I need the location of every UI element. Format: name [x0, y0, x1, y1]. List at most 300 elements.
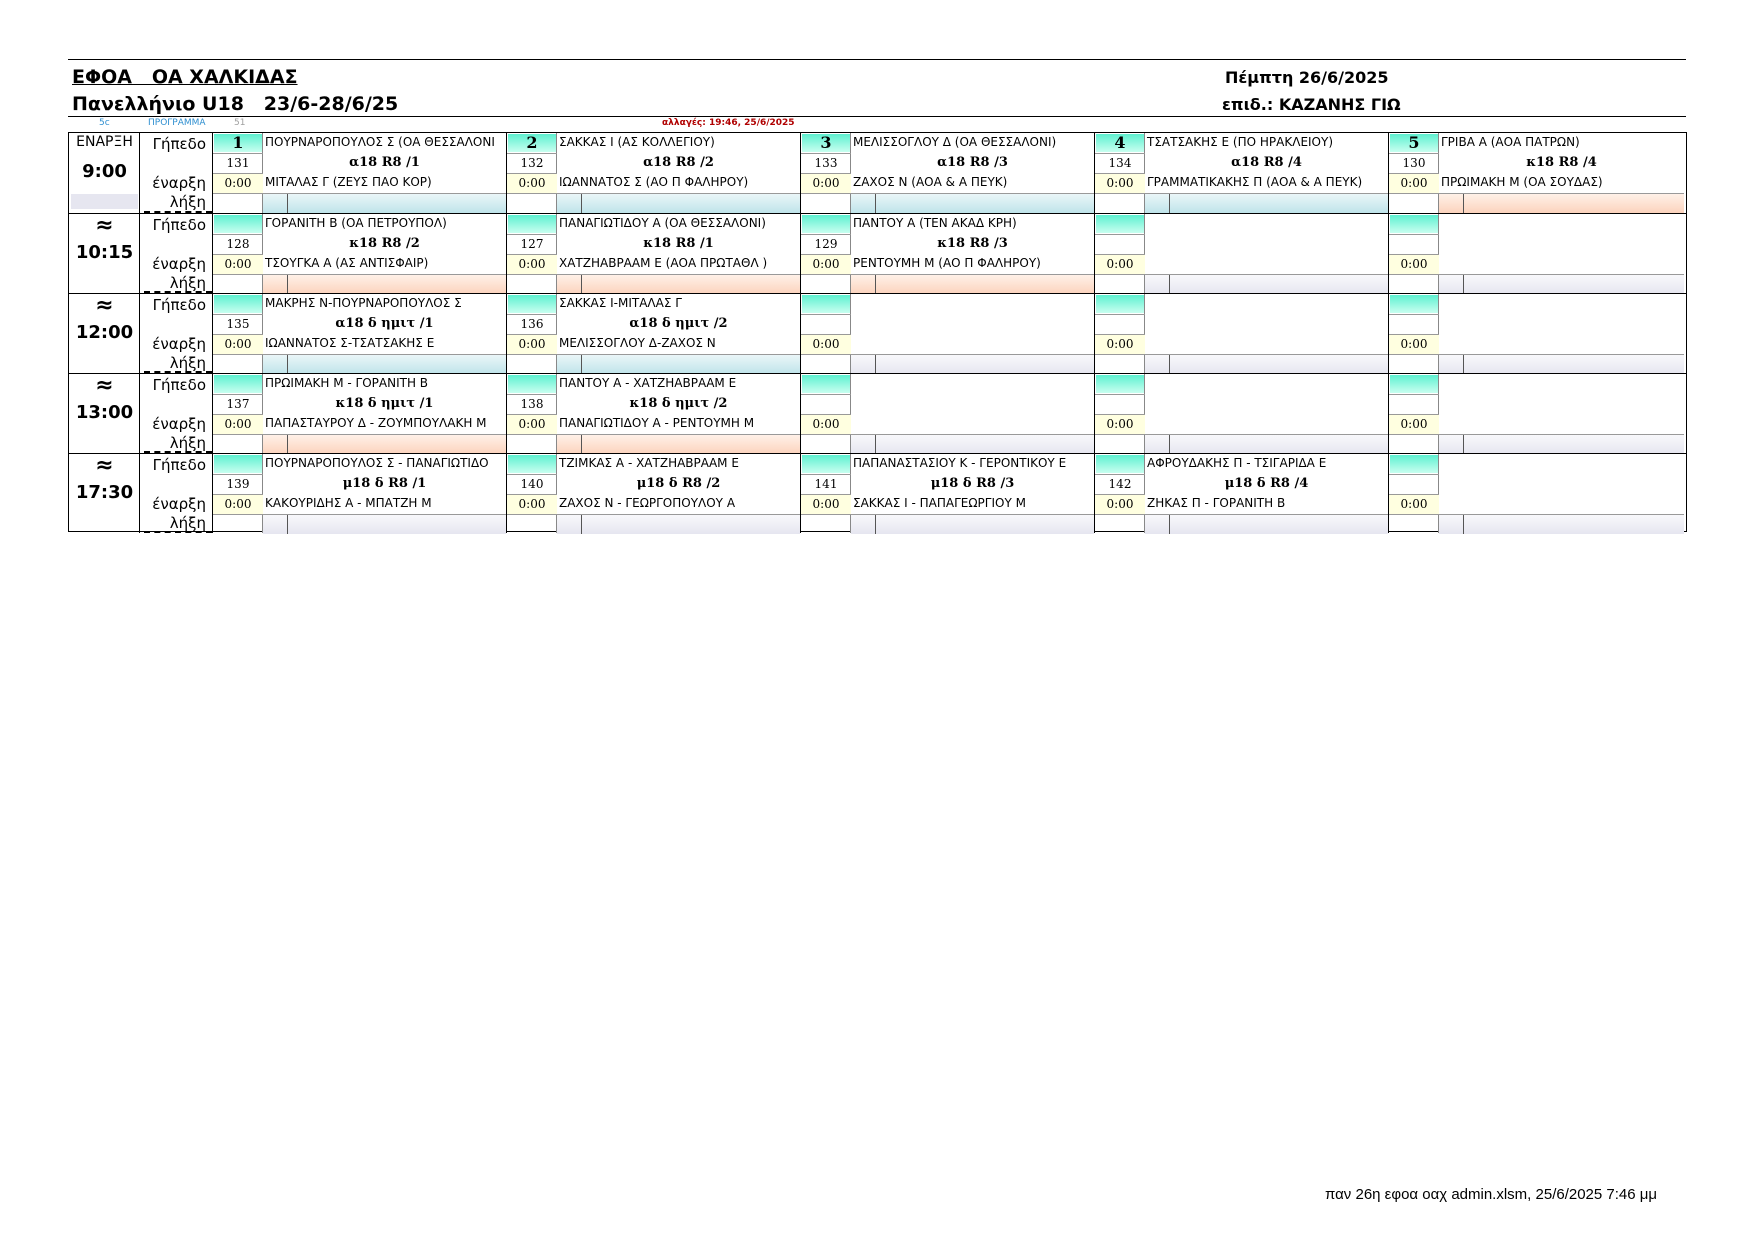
player-one: ΤΣΑΤΣΑΚΗΣ Ε (ΠΟ ΗΡΑΚΛΕΙΟΥ)	[1147, 135, 1334, 149]
end-time[interactable]	[1389, 193, 1439, 213]
start-time[interactable]: 0:00	[1095, 414, 1145, 434]
score-divider	[581, 435, 582, 454]
score-divider	[1169, 275, 1170, 294]
start-time[interactable]: 0:00	[213, 254, 263, 274]
player-one: ΑΦΡΟΥΔΑΚΗΣ Π - ΤΣΙΓΑΡΙΔΑ Ε	[1147, 456, 1327, 470]
start-time[interactable]: 0:00	[213, 494, 263, 514]
score-bar[interactable]	[851, 434, 1094, 454]
match-id: 131	[213, 153, 263, 173]
start-time[interactable]: 0:00	[1095, 173, 1145, 193]
start-time[interactable]: 0:00	[1389, 254, 1439, 274]
start-time[interactable]: 0:00	[213, 334, 263, 354]
match-number-column	[213, 454, 263, 533]
match-details	[263, 454, 506, 533]
player-two: ΤΣΟΥΓΚΑ Α (ΑΣ ΑΝΤΙΣΦΑΙΡ)	[265, 256, 429, 270]
match-cell	[1095, 214, 1389, 293]
start-time[interactable]: 0:00	[801, 414, 851, 434]
score-bar[interactable]	[263, 434, 506, 454]
start-time[interactable]: 0:00	[1389, 494, 1439, 514]
end-label: λήξη	[169, 354, 206, 372]
time-cell	[69, 294, 140, 373]
match-details	[557, 294, 800, 373]
match-id: 138	[507, 394, 557, 414]
score-bar[interactable]	[1145, 434, 1388, 454]
score-divider	[1463, 435, 1464, 454]
match-cell	[1095, 374, 1389, 453]
player-two: ΠΡΩΙΜΑΚΗ Μ (ΟΑ ΣΟΥΔΑΣ)	[1441, 175, 1603, 189]
start-time[interactable]: 0:00	[1389, 334, 1439, 354]
player-one: ΣΑΚΚΑΣ Ι (ΑΣ ΚΟΛΛΕΓΙΟΥ)	[559, 135, 715, 149]
score-divider	[875, 355, 876, 374]
code-5c: 5c	[99, 118, 110, 128]
end-time[interactable]	[507, 274, 557, 294]
end-label: λήξη	[169, 514, 206, 532]
match-category: κ18 δ ημιτ /2	[629, 396, 728, 411]
score-bar[interactable]	[557, 274, 800, 294]
match-details	[557, 133, 800, 213]
end-time[interactable]	[801, 274, 851, 294]
match-details	[851, 214, 1094, 293]
score-bar[interactable]	[1145, 193, 1388, 213]
player-one: ΠΑΠΑΝΑΣΤΑΣΙΟΥ Κ - ΓΕΡΟΝΤΙΚΟΥ Ε	[853, 456, 1067, 470]
score-divider	[581, 515, 582, 534]
end-time[interactable]	[507, 354, 557, 374]
score-divider	[1463, 275, 1464, 294]
approx-symbol: ≈	[95, 373, 114, 398]
match-cell	[213, 294, 507, 373]
start-time[interactable]: 0:00	[801, 254, 851, 274]
start-time[interactable]: 0:00	[1095, 334, 1145, 354]
end-time[interactable]	[801, 193, 851, 213]
approx-symbol: ≈	[95, 453, 114, 478]
start-time[interactable]: 0:00	[1095, 254, 1145, 274]
match-cell	[1389, 133, 1684, 213]
court-number	[1390, 375, 1438, 393]
score-divider	[1169, 435, 1170, 454]
match-cell	[801, 374, 1095, 453]
score-divider	[875, 515, 876, 534]
match-category: α18 R8 /3	[937, 155, 1008, 170]
end-time[interactable]	[507, 434, 557, 454]
match-category: κ18 R8 /1	[643, 236, 714, 251]
match-cell	[801, 454, 1095, 533]
time-slot-row	[69, 293, 1686, 373]
time-cell	[69, 214, 140, 293]
match-id	[801, 394, 851, 414]
player-two: ΣΑΚΚΑΣ Ι - ΠΑΠΑΓΕΩΡΓΙΟΥ Μ	[853, 496, 1026, 510]
start-time[interactable]: 0:00	[1389, 414, 1439, 434]
player-one: ΓΡΙΒΑ Α (ΑΟΑ ΠΑΤΡΩΝ)	[1441, 135, 1580, 149]
end-time[interactable]	[1389, 434, 1439, 454]
match-details	[1439, 214, 1684, 293]
match-category: α18 δ ημιτ /2	[629, 316, 728, 331]
score-divider	[875, 194, 876, 213]
club-title: ΕΦΟΑ ΟΑ ΧΑΛΚΙΔΑΣ	[72, 66, 298, 88]
match-cell	[801, 294, 1095, 373]
score-divider	[581, 275, 582, 294]
row-labels	[140, 133, 213, 213]
match-number-column	[1389, 133, 1439, 213]
score-bar[interactable]	[1439, 514, 1684, 534]
court-number	[802, 455, 850, 473]
player-two: ΠΑΠΑΣΤΑΥΡΟΥ Δ - ΖΟΥΜΠΟΥΛΑΚΗ Μ	[265, 416, 487, 430]
score-divider	[287, 515, 288, 534]
match-id: 127	[507, 234, 557, 254]
match-id: 141	[801, 474, 851, 494]
match-id	[1389, 474, 1439, 494]
court-number	[1096, 295, 1144, 313]
approx-symbol: ≈	[95, 213, 114, 238]
court-number	[802, 295, 850, 313]
player-two: ΖΗΚΑΣ Π - ΓΟΡΑΝΙΤΗ Β	[1147, 496, 1286, 510]
match-cell	[507, 294, 801, 373]
court-number	[1096, 215, 1144, 233]
match-details	[851, 374, 1094, 453]
player-two: ΜΕΛΙΣΣΟΓΛΟΥ Δ-ΖΑΧΟΣ Ν	[559, 336, 716, 350]
court-label: Γήπεδο	[152, 135, 206, 153]
score-bar[interactable]	[263, 193, 506, 213]
end-label: λήξη	[169, 434, 206, 452]
match-cell	[507, 454, 801, 533]
match-id: 134	[1095, 153, 1145, 173]
score-divider	[1169, 194, 1170, 213]
end-time[interactable]	[213, 354, 263, 374]
start-time[interactable]: 0:00	[507, 494, 557, 514]
match-details	[851, 454, 1094, 533]
court-number	[508, 295, 556, 313]
slot-time: 12:00	[75, 322, 134, 343]
match-number-column	[1095, 294, 1145, 373]
match-category: α18 R8 /2	[643, 155, 714, 170]
score-bar[interactable]	[557, 354, 800, 374]
end-time[interactable]	[213, 274, 263, 294]
program-label: ΠΡΟΓΡΑΜΜΑ	[148, 118, 206, 128]
end-time[interactable]	[1095, 354, 1145, 374]
match-number-column	[1389, 374, 1439, 453]
match-id: 135	[213, 314, 263, 334]
end-time[interactable]	[1389, 354, 1439, 374]
score-divider	[287, 275, 288, 294]
match-details	[557, 214, 800, 293]
match-id	[1389, 234, 1439, 254]
player-one: ΠΟΥΡΝΑΡΟΠΟΥΛΟΣ Σ - ΠΑΝΑΓΙΩΤΙΔΟ	[265, 456, 489, 470]
match-category: μ18 δ R8 /4	[1224, 476, 1309, 491]
match-cell	[507, 214, 801, 293]
start-time[interactable]: 0:00	[801, 494, 851, 514]
score-bar[interactable]	[851, 514, 1094, 534]
player-two: ΖΑΧΟΣ Ν - ΓΕΩΡΓΟΠΟΥΛΟΥ Α	[559, 496, 736, 510]
player-one: ΠΑΝΤΟΥ Α - ΧΑΤΖΗΑΒΡΑΑΜ Ε	[559, 376, 737, 390]
match-category: α18 δ ημιτ /1	[335, 316, 434, 331]
court-number: 5	[1390, 134, 1438, 152]
player-one: ΓΟΡΑΝΙΤΗ Β (ΟΑ ΠΕΤΡΟΥΠΟΛ)	[265, 216, 447, 230]
event-title: Πανελλήνιο U18 23/6-28/6/25	[72, 93, 399, 115]
score-bar[interactable]	[263, 514, 506, 534]
changes-note: αλλαγές: 19:46, 25/6/2025	[662, 118, 795, 128]
match-category: μ18 δ R8 /1	[342, 476, 427, 491]
player-two: ΙΩΑΝΝΑΤΟΣ Σ-ΤΣΑΤΣΑΚΗΣ Ε	[265, 336, 435, 350]
start-time[interactable]: 0:00	[507, 254, 557, 274]
score-bar[interactable]	[557, 514, 800, 534]
match-cell	[213, 133, 507, 213]
start-label: έναρξη	[152, 495, 206, 513]
match-number-column	[213, 133, 263, 213]
court-number	[214, 215, 262, 233]
row-labels	[140, 454, 213, 533]
match-number-column	[801, 214, 851, 293]
score-bar[interactable]	[557, 193, 800, 213]
match-category: κ18 δ ημιτ /1	[335, 396, 434, 411]
start-label: έναρξη	[152, 255, 206, 273]
score-bar[interactable]	[1145, 274, 1388, 294]
time-cell	[69, 374, 140, 453]
match-details	[1439, 454, 1684, 533]
match-details	[851, 133, 1094, 213]
match-id	[1095, 234, 1145, 254]
court-number	[1390, 455, 1438, 473]
player-one: ΜΕΛΙΣΣΟΓΛΟΥ Δ (ΟΑ ΘΕΣΣΑΛΟΝΙ)	[853, 135, 1057, 149]
court-label: Γήπεδο	[152, 376, 206, 394]
match-number-column	[1095, 214, 1145, 293]
score-bar[interactable]	[557, 434, 800, 454]
start-time[interactable]: 0:00	[507, 334, 557, 354]
start-time[interactable]: 0:00	[213, 173, 263, 193]
time-slot-row	[69, 373, 1686, 453]
approx-symbol: ≈	[95, 293, 114, 318]
court-number: 1	[214, 134, 262, 152]
start-time[interactable]: 0:00	[507, 173, 557, 193]
match-category: κ18 R8 /4	[1526, 155, 1597, 170]
match-details	[263, 294, 506, 373]
court-number: 4	[1096, 134, 1144, 152]
match-cell	[1389, 454, 1684, 533]
court-label: Γήπεδο	[152, 296, 206, 314]
match-cell	[801, 133, 1095, 213]
score-bar[interactable]	[1439, 193, 1684, 213]
start-time[interactable]: 0:00	[1095, 494, 1145, 514]
match-cell	[1389, 214, 1684, 293]
schedule-date: Πέμπτη 26/6/2025	[1225, 68, 1389, 87]
court-number: 2	[508, 134, 556, 152]
match-number-column	[213, 294, 263, 373]
match-details	[1439, 133, 1684, 213]
match-category: α18 R8 /4	[1231, 155, 1302, 170]
time-slot-row	[69, 213, 1686, 293]
match-id: 140	[507, 474, 557, 494]
score-bar[interactable]	[1439, 354, 1684, 374]
start-time[interactable]: 0:00	[507, 414, 557, 434]
match-category: μ18 δ R8 /2	[636, 476, 721, 491]
start-time[interactable]: 0:00	[801, 334, 851, 354]
player-two: ΜΙΤΑΛΑΣ Γ (ΖΕΥΣ ΠΑΟ ΚΟΡ)	[265, 175, 432, 189]
player-one: ΠΡΩΙΜΑΚΗ Μ - ΓΟΡΑΝΙΤΗ Β	[265, 376, 429, 390]
player-one: ΜΑΚΡΗΣ Ν-ΠΟΥΡΝΑΡΟΠΟΥΛΟΣ Σ	[265, 296, 462, 310]
court-number	[1390, 215, 1438, 233]
match-number-column	[1095, 374, 1145, 453]
match-cell	[213, 374, 507, 453]
score-bar[interactable]	[1145, 354, 1388, 374]
end-time[interactable]	[801, 434, 851, 454]
match-cell	[507, 133, 801, 213]
score-divider	[581, 355, 582, 374]
court-number: 3	[802, 134, 850, 152]
score-bar[interactable]	[851, 274, 1094, 294]
court-number	[1390, 295, 1438, 313]
court-number	[214, 455, 262, 473]
end-time[interactable]	[1095, 274, 1145, 294]
score-bar[interactable]	[1439, 434, 1684, 454]
start-time[interactable]: 0:00	[1389, 173, 1439, 193]
slot-time: 9:00	[82, 161, 127, 182]
score-bar[interactable]	[1145, 514, 1388, 534]
score-bar[interactable]	[1439, 274, 1684, 294]
match-number-column	[1095, 133, 1145, 213]
match-cell	[213, 454, 507, 533]
end-time[interactable]	[1095, 514, 1145, 534]
score-divider	[1463, 194, 1464, 213]
time-cell-shade	[71, 194, 138, 209]
start-time[interactable]: 0:00	[213, 414, 263, 434]
match-id: 129	[801, 234, 851, 254]
match-cell	[213, 214, 507, 293]
start-label: έναρξη	[152, 415, 206, 433]
match-category: κ18 R8 /2	[349, 236, 420, 251]
player-one: ΠΑΝΤΟΥ Α (ΤΕΝ ΑΚΑΔ ΚΡΗ)	[853, 216, 1017, 230]
match-number-column	[1095, 454, 1145, 533]
time-slot-row	[69, 453, 1686, 533]
top-rule	[68, 59, 1686, 60]
match-details	[1145, 374, 1388, 453]
match-id: 137	[213, 394, 263, 414]
code-51: 51	[234, 118, 246, 128]
time-slot-row	[69, 133, 1686, 213]
end-time[interactable]	[507, 514, 557, 534]
score-bar[interactable]	[851, 193, 1094, 213]
match-category: α18 R8 /1	[349, 155, 420, 170]
score-divider	[1463, 355, 1464, 374]
end-time[interactable]	[1095, 434, 1145, 454]
match-number-column	[1389, 214, 1439, 293]
match-category: μ18 δ R8 /3	[930, 476, 1015, 491]
match-cell	[1095, 454, 1389, 533]
court-number	[802, 375, 850, 393]
match-category: κ18 R8 /3	[937, 236, 1008, 251]
dashed-rule	[144, 531, 212, 533]
match-details	[263, 214, 506, 293]
match-id: 133	[801, 153, 851, 173]
end-time[interactable]	[801, 514, 851, 534]
match-cell	[1095, 294, 1389, 373]
score-divider	[287, 435, 288, 454]
match-details	[851, 294, 1094, 373]
start-label: έναρξη	[152, 335, 206, 353]
court-number	[214, 295, 262, 313]
end-label: λήξη	[169, 274, 206, 292]
score-divider	[287, 355, 288, 374]
end-time[interactable]	[213, 514, 263, 534]
score-bar[interactable]	[263, 354, 506, 374]
match-details	[1145, 214, 1388, 293]
score-bar[interactable]	[851, 354, 1094, 374]
end-time[interactable]	[801, 354, 851, 374]
schedule-grid	[68, 132, 1687, 532]
end-time[interactable]	[1095, 193, 1145, 213]
court-number	[508, 455, 556, 473]
player-one: ΣΑΚΚΑΣ Ι-ΜΙΤΑΛΑΣ Γ	[559, 296, 682, 310]
match-details	[1145, 133, 1388, 213]
footer-file-info: παν 26η εφοα οαχ admin.xlsm, 25/6/2025 7:46 μμ	[1325, 1186, 1658, 1203]
match-details	[1439, 294, 1684, 373]
match-number-column	[801, 454, 851, 533]
slot-time: 13:00	[75, 402, 134, 423]
end-time[interactable]	[1389, 274, 1439, 294]
match-id: 130	[1389, 153, 1439, 173]
end-time[interactable]	[213, 193, 263, 213]
match-number-column	[1389, 294, 1439, 373]
match-id: 139	[213, 474, 263, 494]
court-number	[1096, 375, 1144, 393]
player-one: ΠΟΥΡΝΑΡΟΠΟΥΛΟΣ Σ (ΟΑ ΘΕΣΣΑΛΟΝΙ	[265, 135, 495, 149]
match-id	[1389, 394, 1439, 414]
match-id	[801, 314, 851, 334]
end-time[interactable]	[1389, 514, 1439, 534]
court-number	[802, 215, 850, 233]
player-one: ΠΑΝΑΓΙΩΤΙΔΟΥ Α (ΟΑ ΘΕΣΣΑΛΟΝΙ)	[559, 216, 766, 230]
player-one: ΤΖΙΜΚΑΣ Α - ΧΑΤΖΗΑΒΡΑΑΜ Ε	[559, 456, 739, 470]
end-time[interactable]	[507, 193, 557, 213]
match-id: 136	[507, 314, 557, 334]
start-label: έναρξη	[152, 174, 206, 192]
match-id	[1095, 394, 1145, 414]
match-number-column	[507, 133, 557, 213]
score-divider	[1169, 515, 1170, 534]
start-column-header: ΕΝΑΡΞΗ	[76, 134, 133, 150]
match-number-column	[507, 294, 557, 373]
match-id: 132	[507, 153, 557, 173]
score-divider	[1463, 515, 1464, 534]
score-divider	[875, 275, 876, 294]
match-number-column	[213, 214, 263, 293]
match-cell	[1389, 374, 1684, 453]
score-divider	[875, 435, 876, 454]
score-divider	[287, 194, 288, 213]
end-label: λήξη	[169, 193, 206, 211]
match-details	[1145, 454, 1388, 533]
court-number	[1096, 455, 1144, 473]
match-id	[1095, 314, 1145, 334]
match-details	[1145, 294, 1388, 373]
match-number-column	[801, 374, 851, 453]
match-number-column	[1389, 454, 1439, 533]
start-time[interactable]: 0:00	[801, 173, 851, 193]
player-two: ΡΕΝΤΟΥΜΗ Μ (ΑΟ Π ΦΑΛΗΡΟΥ)	[853, 256, 1041, 270]
match-cell	[1095, 133, 1389, 213]
player-two: ΠΑΝΑΓΙΩΤΙΔΟΥ Α - ΡΕΝΤΟΥΜΗ Μ	[559, 416, 755, 430]
slot-time: 17:30	[75, 482, 134, 503]
time-cell	[69, 133, 140, 213]
end-time[interactable]	[213, 434, 263, 454]
score-bar[interactable]	[263, 274, 506, 294]
player-two: ΧΑΤΖΗΑΒΡΑΑΜ Ε (ΑΟΑ ΠΡΩΤΑΘΛ )	[559, 256, 768, 270]
match-number-column	[801, 294, 851, 373]
match-details	[557, 374, 800, 453]
slot-time: 10:15	[75, 242, 134, 263]
score-divider	[1169, 355, 1170, 374]
court-number	[214, 375, 262, 393]
court-number	[508, 215, 556, 233]
score-divider	[581, 194, 582, 213]
row-labels	[140, 294, 213, 373]
